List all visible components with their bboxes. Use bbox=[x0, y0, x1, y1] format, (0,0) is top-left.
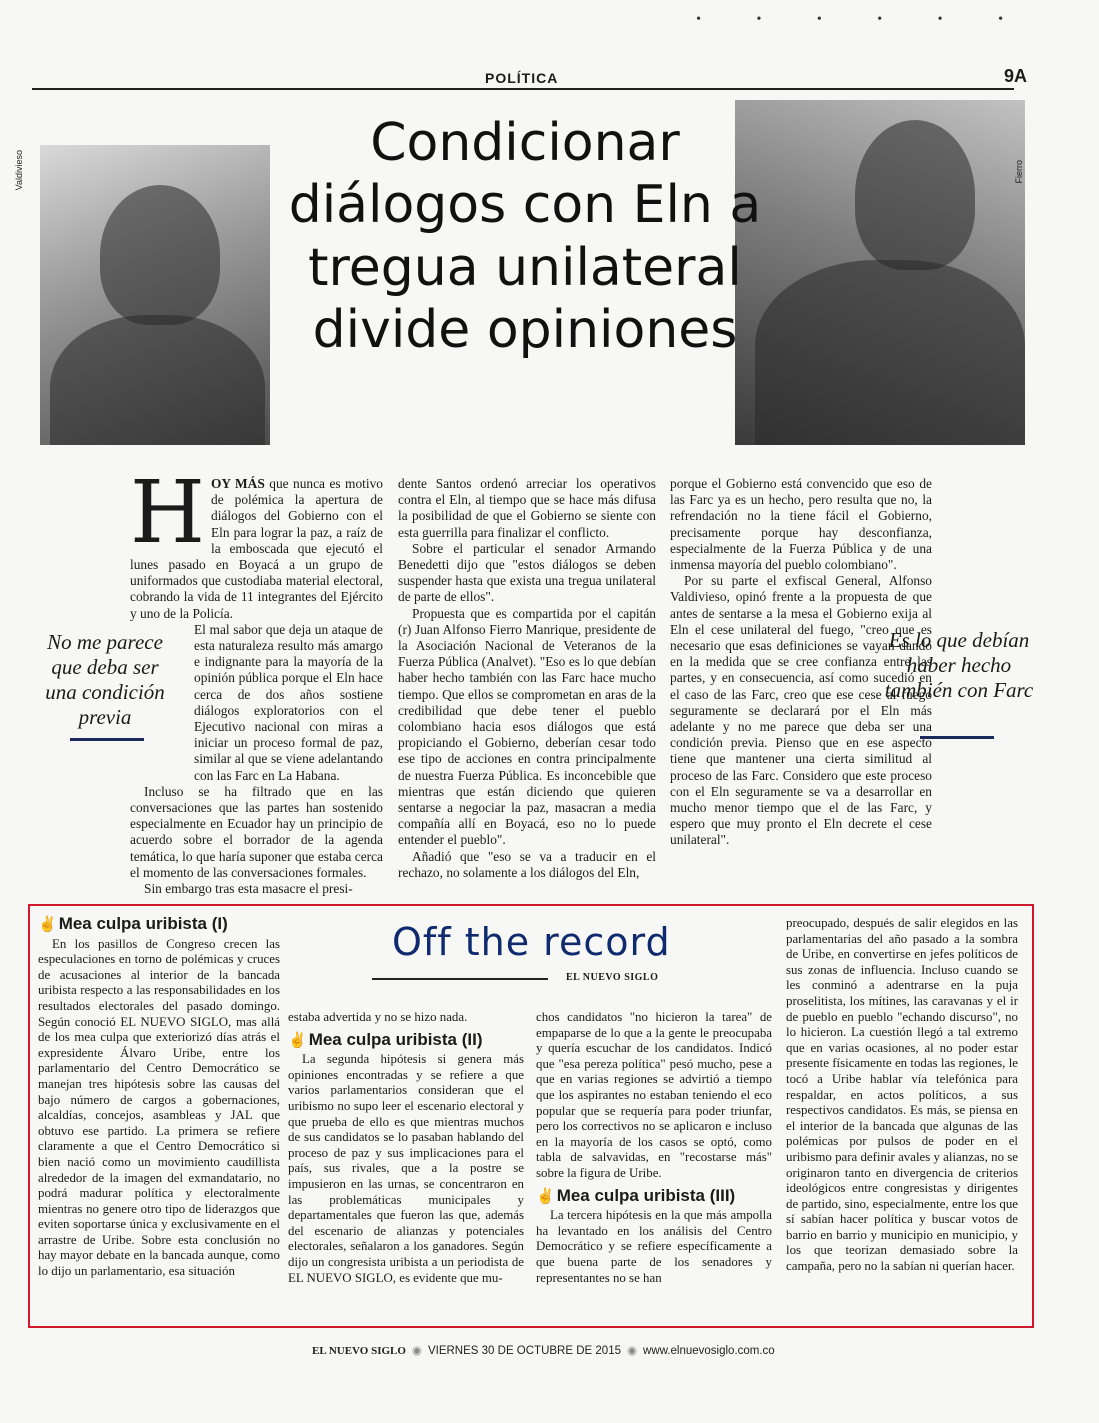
victory-hand-icon: ✌ bbox=[288, 1031, 307, 1049]
paragraph: Sin embargo tras esta masacre el presi- bbox=[144, 881, 353, 897]
header-rule bbox=[32, 88, 1014, 90]
otr-column-3 bbox=[536, 1010, 772, 1286]
otr-title-rule bbox=[372, 978, 548, 980]
paragraph: Sobre el particular el senador Armando Benedetti dijo que "estos diálogos se deben suspender hasta que exista una tregua unilateral de parte de ellos". bbox=[398, 540, 656, 605]
subhead-mea-culpa-2: ✌ Mea culpa uribista (II) bbox=[288, 1029, 483, 1049]
page-footer: EL NUEVO SIGLO ◉ VIERNES 30 DE OCTUBRE DE 2015 ◉ www.elnuevosiglo.com.co bbox=[312, 1345, 775, 1357]
article-column-2 bbox=[398, 476, 656, 881]
otr-brand: EL NUEVO SIGLO bbox=[566, 972, 659, 983]
victory-hand-icon: ✌ bbox=[38, 916, 57, 933]
otr-column-2 bbox=[288, 1010, 524, 1286]
paragraph: que nunca es motivo de polémica la apertura de diálogos del Gobierno con el Eln para lograr la paz, a raíz de la emboscada que ejecutó el lunes pasado en Boyacá a un grupo de uniformados que custodiaba material electoral, cobrando la vida de 11 integrantes del Ejército y uno de la Policía. bbox=[130, 476, 383, 621]
subhead-mea-culpa-1: ✌ Mea culpa uribista (I) bbox=[38, 914, 228, 933]
paragraph: Añadió que "eso se va a traducir en el rechazo, no solamente a los diálogos del Eln, bbox=[398, 848, 656, 880]
otr-title: Off the record bbox=[392, 920, 671, 964]
paragraph: En los pasillos de Congreso crecen las especulaciones en torno de polémicas y cruces de acusaciones al interior de la bancada uribista respecto a las responsabilidades en los resultados electorales del pasado domingo. Según conoció EL NUEVO SIGLO, mas allá de los mea culpa que exteriorizó días atrás el expresidente Álvaro Uribe, entre los parlamentario del Centro Democrático se manejan tres hipótesis sobre las causas del bajo número de cargos a gobernaciones, alcaldías, concejos, asambleas y JAL que obtuvo ese partido. La primera se refiere claramente a que el Centro Democrático si bien nació como un movimiento caudillista alrededor de la imagen del exmandatario, no podrá madurar política y electoralmente mientras no genere otro tipo de liderazgos que eviten soportarse única y exclusivamente en el arrastre de Uribe. Sobre esta conclusión no hay mayor debate en la bancada aunque, como lo dijo un parlamentario, esa situación bbox=[38, 936, 280, 1279]
subhead-mea-culpa-3: ✌ Mea culpa uribista (III) bbox=[536, 1185, 736, 1205]
dropcap: H bbox=[130, 463, 205, 563]
paragraph: Incluso se ha filtrado que en las conversaciones que las partes han sostenido especialmente en Ecuador hay un principio de acuerdo sobre el borrador de la agenda temática, lo que haría suponer que estaba cerca el momento de las conversaciones formales. bbox=[130, 783, 383, 880]
paragraph: porque el Gobierno está convencido que eso de las Farc ya es un hecho, pero resulta que no, la refrendación no la tiene fácil el Gobierno, precisamente porque hay desconfianza, especialmente de la Fuerza Pública y de una inmensa mayoría del pueblo colombiano". bbox=[670, 476, 932, 573]
photo-credit-left: Valdivieso bbox=[14, 150, 24, 191]
footer-date: VIERNES 30 DE OCTUBRE DE 2015 bbox=[427, 1345, 621, 1357]
otr-column-1 bbox=[38, 916, 280, 1280]
paragraph: chos candidatos "no hicieron la tarea" de empaparse de lo que a la gente le preocupaba y quería escuchar de los candidatos. Indicó que "esa pereza política" pesó mucho, pese a que en varias regiones se advirtió a tiempo que los aspirantes no estaban teniendo el eco popular que se requería para poder triunfar, pero los correctivos no se aplicaron e incluso en la mayoría de los casos se optó, como tabla de salvavidas, en "recostarse más" sobre la figura de Uribe. bbox=[536, 1010, 772, 1180]
otr-column-4 bbox=[786, 916, 1018, 1275]
headline: Condicionar diálogos con Eln a tregua unilateral divide opiniones bbox=[288, 113, 762, 361]
off-the-record-box bbox=[28, 904, 1034, 1328]
page-number: 9A bbox=[1003, 66, 1027, 86]
footer-brand: EL NUEVO SIGLO bbox=[312, 1345, 406, 1357]
paragraph: Por su parte el exfiscal General, Alfonso Valdivieso, opinó frente a la propuesta de que antes de sentarse a la mesa el Gobierno exija al Eln el cese unilateral del fuego, "creo que es necesario que esas definiciones se vayan dando en la medida que se cree confianza entre las partes, y en consecuencia, así como sucedió en el caso de las Farc, creo que ese cese al fuego seguramente se declarará por el Eln más adelante y no me parece que deba ser una condición previa. Pienso que en ese aspecto tiene que mantener una cierta similitud al proceso de las Farc. Considero que este proceso con el Eln seguramente se va a desarrollar en mucho menor tiempo que el de las Farc, y espero que muy pronto el Eln decrete el cese unilateral". bbox=[670, 573, 932, 848]
pull-quote-right: Es lo que debían haber hecho también con Farc bbox=[884, 628, 1034, 702]
photo-valdivieso bbox=[40, 145, 270, 445]
paragraph: La segunda hipótesis si genera más opiniones encontradas y se refiere a que varios parlamentarios consideran que el uribismo no supo leer el escenario electoral y que prueba de ello es que mientras muchos de sus candidatos se lo pasaban hablando del proceso de paz y sus implicaciones para el país, sus rivales, que a la postre se impusieron en las urnas, se concentraron en las problemáticas municipales y departamentales que fueron las que, además del escenario de alianzas y potenciales electorales, señalaron a los ganadores. Según dijo un congresista uribista a un periodista de EL NUEVO SIGLO, es evidente que mu- bbox=[288, 1052, 524, 1285]
paragraph: dente Santos ordenó arreciar los operativos contra el Eln, al tiempo que se hace más difusa la posibilidad de que el Gobierno se siente con esta guerrilla para finalizar el conflicto. bbox=[398, 476, 656, 540]
paragraph: La tercera hipótesis en la que más ampolla ha levantado en los análisis del Centro Democrático y se refiere específicamente a que buena parte de los senadores y representantes no se han bbox=[536, 1208, 772, 1285]
victory-hand-icon: ✌ bbox=[536, 1187, 555, 1205]
quote-rule-left bbox=[70, 738, 144, 741]
paragraph: preocupado, después de salir elegidos en las parlamentarias del año pasado a la sombra de Uribe, en convertirse en jefes políticos de sus zonas de influencia. Incluso cuando se les conminó a adentrarse en la puja proselitista, los mítines, las caravanas y el ir de pueblo en pueblo "echando discurso", no lo hicieron. La cuestión llegó a tal extremo que en varias ocasiones, al no poder estar presente físicamente en todas las regiones, le tocó a Uribe hablar vía telefónica para respaldar, en actos políticos, a sus respectivos candidatos. Es más, se piensa en el interior de la bancada que algunas de las polémicas por pulsos de poder en el uribismo para definir avales y alianzas, no se originaron tanto en divergencia de criterios ideológicos entre congresistas y dirigentes de partido, sino, especialmente, entre los que sí sabían hacer política y buscar votos de barrio en barrio y municipio en municipio, y los que teorizan demasiado sobre la campaña, pero no la sabían ni querían hacer. bbox=[786, 916, 1018, 1274]
footer-url: www.elnuevosiglo.com.co bbox=[643, 1345, 775, 1357]
registration-dots: • • • • • • bbox=[696, 12, 1029, 27]
paragraph: El mal sabor que deja un ataque de esta naturaleza resulto más amargo e indignante para la mayoría de la opinión pública porque el Eln hace cerca de dos años sostiene diálogos exploratorios con el Ejecutivo nacional con miras a iniciar un proceso formal de paz, similar al que se viene adelantando con las Farc en La Habana. bbox=[194, 621, 383, 783]
paragraph: Propuesta que es compartida por el capitán (r) Juan Alfonso Fierro Manrique, presidente de la Asociación Nacional de Veteranos de la Fuerza Pública (Analvet). "Eso es lo que debían haber hecho también con las Farc hace mucho tiempo. Que ellos se comprometan en aras de la credibilidad que debe tener el pueblo colombiano hacia esos diálogos que está propiciando el Gobierno, deberían cesar todo ese tipo de acciones en contra principalmente de nuestra Fuerza Pública. Es inconcebible que mientras que están diciendo que quieren sentarse a negociar la paz, masacran a media compañía allí en Boyacá, eso no lo puede entender el pueblo". bbox=[398, 605, 656, 848]
pull-quote-left: No me parece que deba ser una condición previa bbox=[45, 630, 165, 729]
lead-in: OY MÁS bbox=[211, 476, 265, 491]
quote-rule-right bbox=[920, 736, 994, 739]
photo-credit-right: Fierro bbox=[1014, 160, 1024, 184]
section-label: POLÍTICA bbox=[485, 70, 559, 86]
paragraph: estaba advertida y no se hizo nada. bbox=[288, 1010, 468, 1024]
